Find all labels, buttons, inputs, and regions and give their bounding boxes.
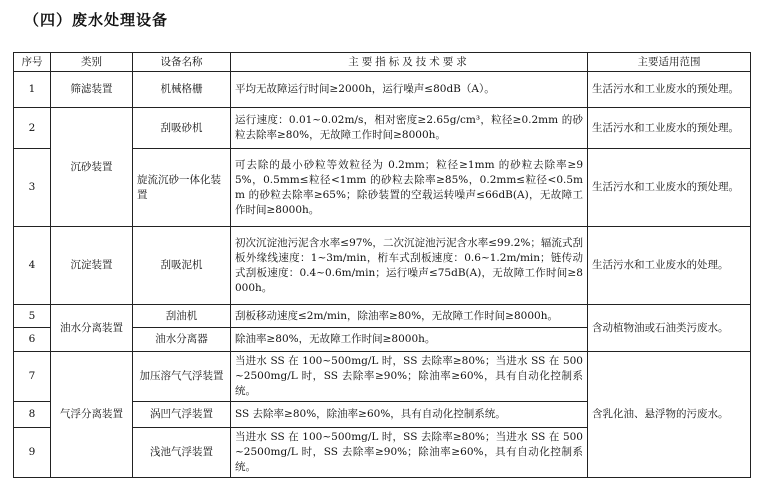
cell-equipment: 涡凹气浮装置 [133,402,231,428]
table-header-row [14,53,751,72]
cell-spec: 当进水 SS 在 100~500mg/L 时，SS 去除率≥80%；当进水 SS 在 500~2500mg/L 时，SS 去除率≥90%；除油率≥60%，具有自动化控制系统。 [231,428,588,478]
header-category: 类别 [51,53,133,72]
cell-equipment: 油水分离器 [133,328,231,352]
header-no: 序号 [14,53,51,72]
cell-equipment: 旋流沉砂一体化装置 [133,149,231,227]
table-row [14,108,751,149]
header-spec: 主要指标及技术要求 [231,53,588,72]
cell-category: 油水分离装置 [51,305,133,352]
cell-category: 气浮分离装置 [51,352,133,478]
cell-no: 6 [14,328,51,352]
header-scope: 主要适用范围 [588,53,751,72]
table-row [14,305,751,328]
cell-spec: 运行速度：0.01~0.02m/s，相对密度≥2.65g/cm³，粒径≥0.2mm 的砂粒去除率≥80%，无故障工作时间≥8000h。 [231,108,588,149]
cell-equipment: 机械格栅 [133,72,231,108]
cell-category: 沉砂装置 [51,108,133,227]
cell-spec: 可去除的最小砂粒等效粒径为 0.2mm；粒径≥1mm 的砂粒去除率≥95%，0.5mm≤粒径<1mm 的砂粒去除率≥85%，0.2mm≤粒径<0.5mm 的砂粒去除率≥65%；除砂装置的空载运转噪声≤66dB(A)，无故障工作时间≥8000h。 [231,149,588,227]
cell-no: 9 [14,428,51,478]
cell-scope: 生活污水和工业废水的预处理。 [588,149,751,227]
cell-no: 2 [14,108,51,149]
cell-no: 5 [14,305,51,328]
cell-spec: 初次沉淀池污泥含水率≤97%，二次沉淀池污泥含水率≤99.2%；辐流式刮板外缘线速度：1~3m/min，桁车式刮板速度：0.6~1.2m/min；链传动式刮板速度：0.4~0.6m/min；运行噪声≤75dB(A)，无故障工作时间≥8000h。 [231,227,588,305]
wastewater-equipment-table [13,52,751,478]
cell-spec: 平均无故障运行时间≥2000h，运行噪声≤80dB（A）。 [231,72,588,108]
cell-scope: 生活污水和工业废水的预处理。 [588,108,751,149]
cell-scope: 含动植物油或石油类污废水。 [588,305,751,352]
cell-spec: 刮板移动速度≤2m/min，除油率≥80%，无故障工作时间≥8000h。 [231,305,588,328]
cell-no: 1 [14,72,51,108]
cell-category: 沉淀装置 [51,227,133,305]
cell-equipment: 加压溶气气浮装置 [133,352,231,402]
cell-scope: 生活污水和工业废水的处理。 [588,227,751,305]
header-equipment: 设备名称 [133,53,231,72]
cell-equipment: 刮油机 [133,305,231,328]
cell-scope: 生活污水和工业废水的预处理。 [588,72,751,108]
cell-spec: 当进水 SS 在 100~500mg/L 时，SS 去除率≥80%；当进水 SS 在 500~2500mg/L 时，SS 去除率≥90%；除油率≥60%，具有自动化控制系统。 [231,352,588,402]
cell-no: 4 [14,227,51,305]
cell-no: 7 [14,352,51,402]
cell-spec: 除油率≥80%，无故障工作时间≥8000h。 [231,328,588,352]
section-title: （四）废水处理设备 [24,11,169,29]
cell-category: 筛滤装置 [51,72,133,108]
table-row [14,227,751,305]
cell-scope: 含乳化油、悬浮物的污废水。 [588,352,751,478]
cell-no: 3 [14,149,51,227]
cell-spec: SS 去除率≥80%，除油率≥60%，具有自动化控制系统。 [231,402,588,428]
cell-equipment: 浅池气浮装置 [133,428,231,478]
table-row [14,72,751,108]
cell-equipment: 刮吸泥机 [133,227,231,305]
cell-equipment: 刮吸砂机 [133,108,231,149]
table-row [14,352,751,402]
cell-no: 8 [14,402,51,428]
